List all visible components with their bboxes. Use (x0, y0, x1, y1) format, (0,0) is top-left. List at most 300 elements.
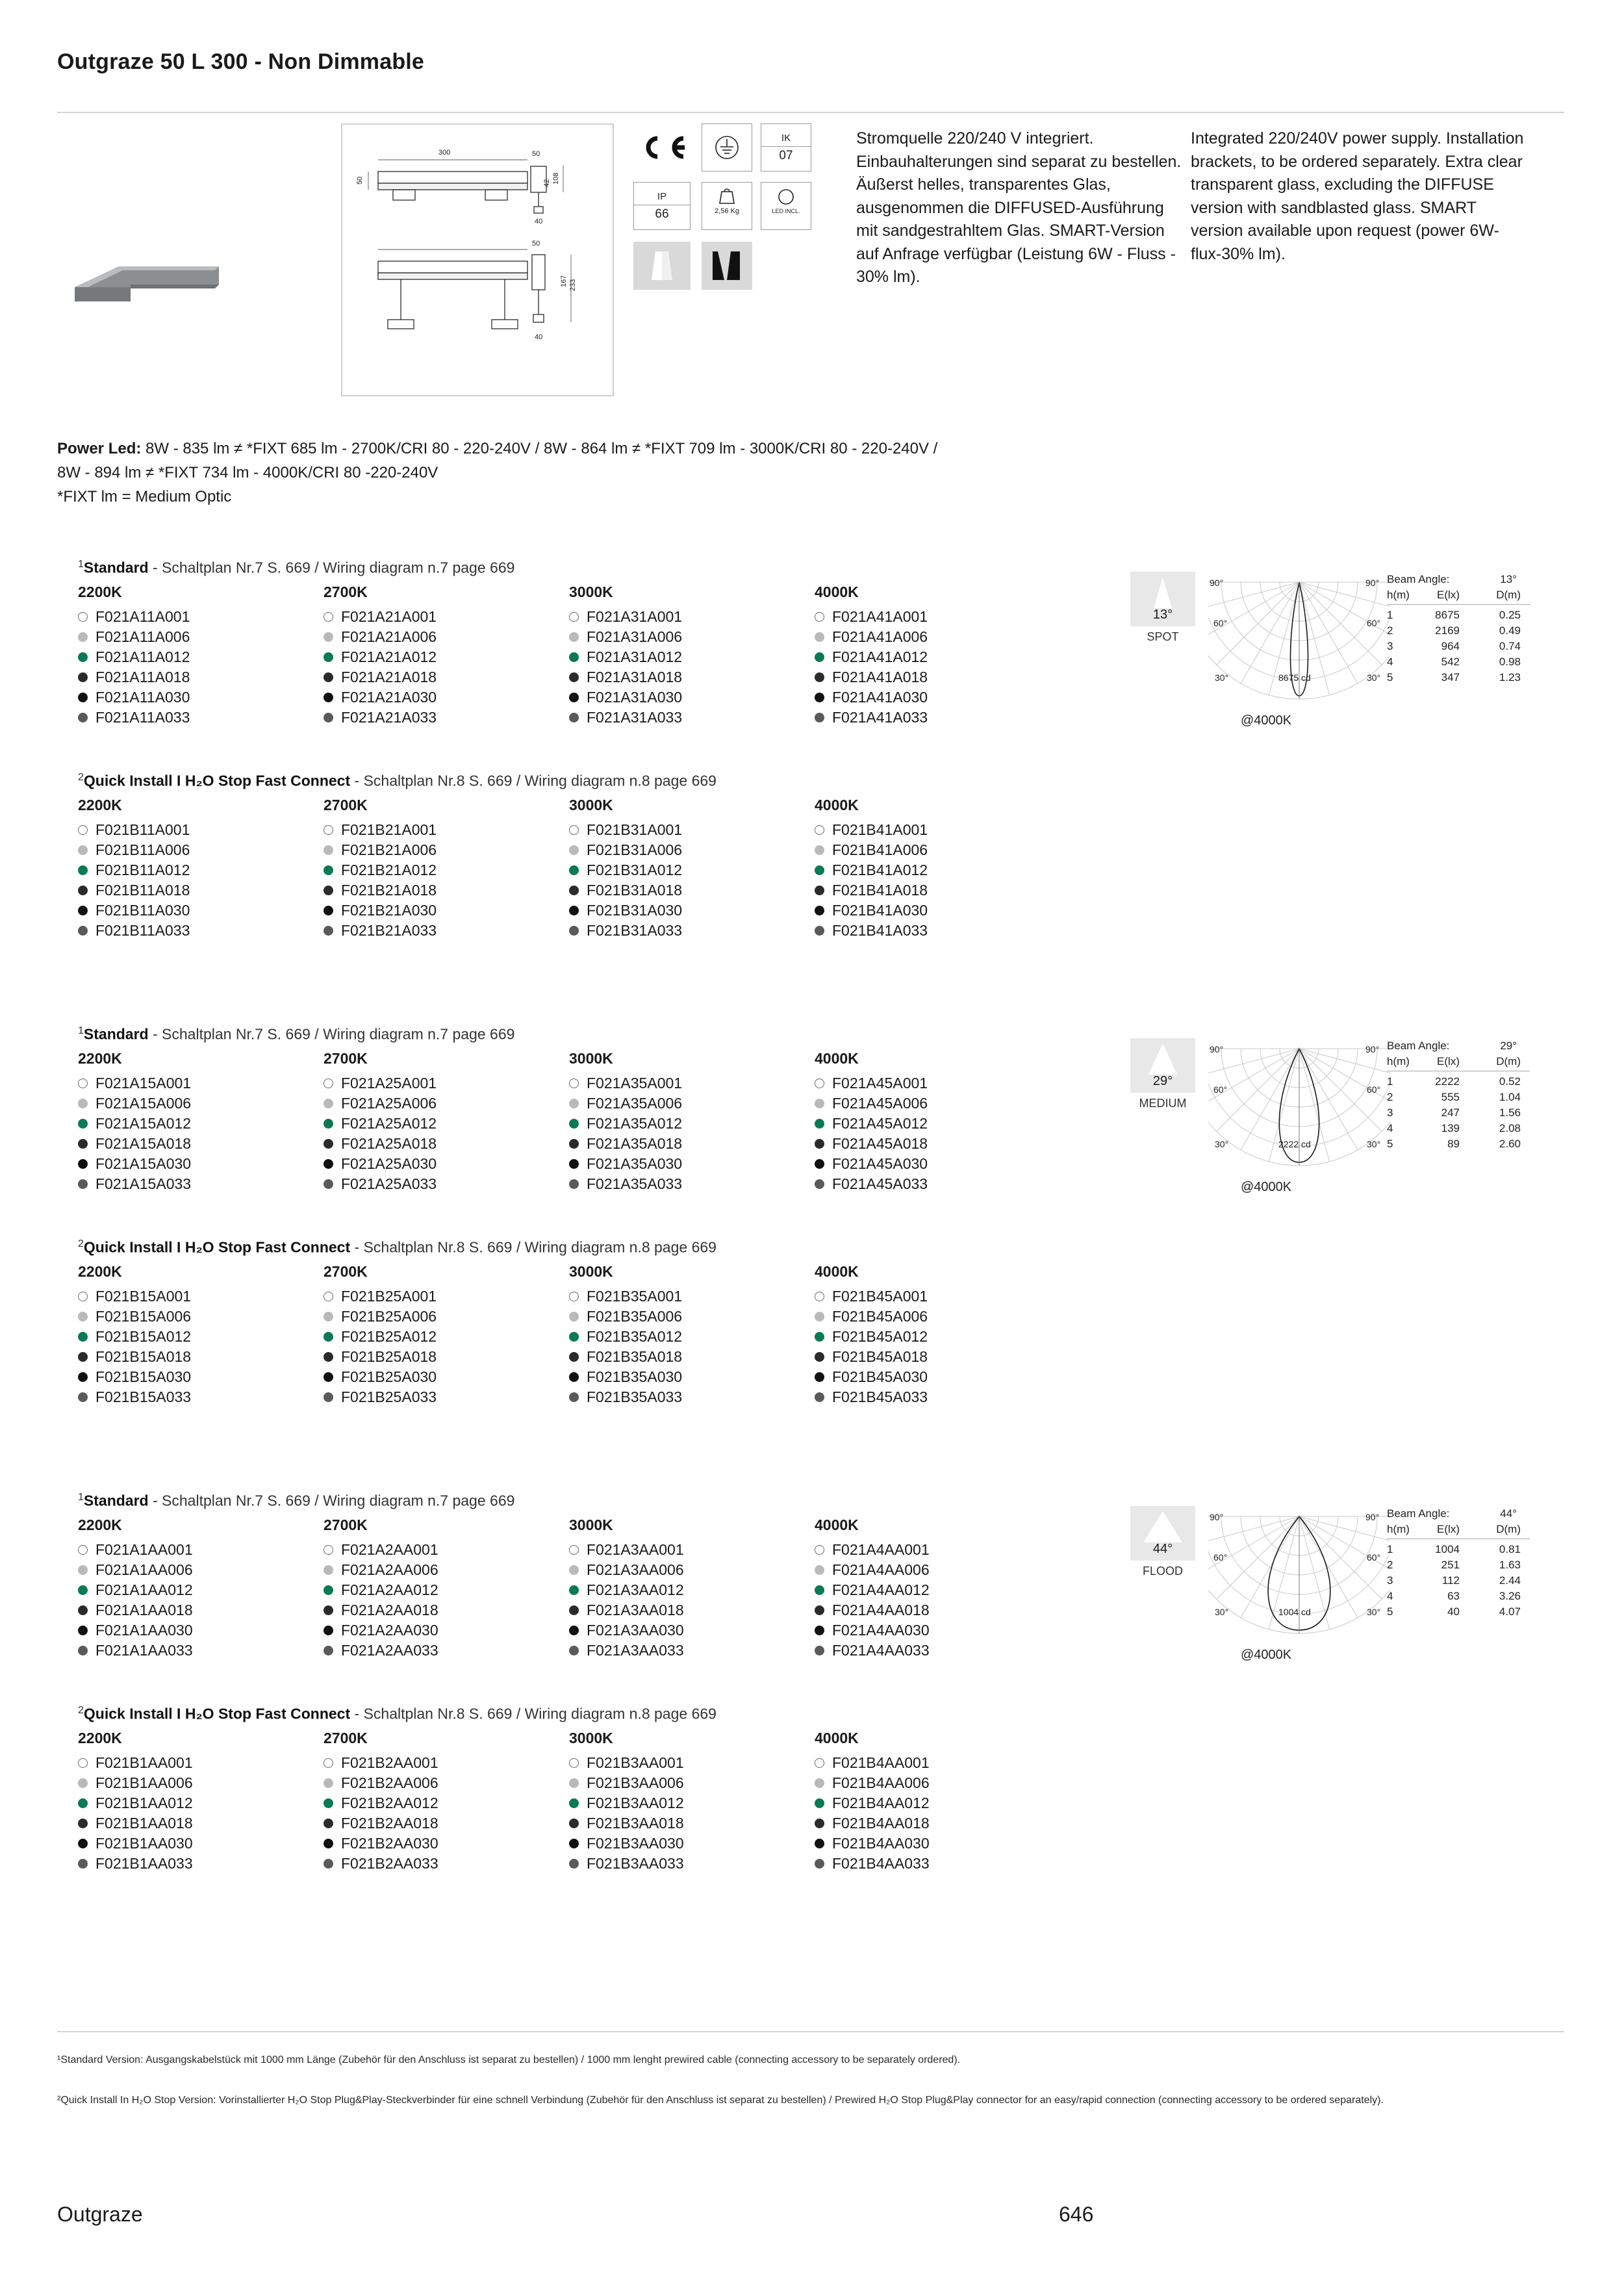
code-row[interactable] (78, 1286, 331, 1307)
code-row[interactable] (815, 687, 1068, 708)
product-code: F021A31A001 (587, 607, 683, 625)
code-row[interactable] (324, 1540, 577, 1560)
code-row[interactable] (78, 1093, 331, 1114)
column-header: 2700K (324, 1729, 368, 1746)
code-row[interactable] (324, 667, 577, 687)
product-code: F021B3AA030 (587, 1834, 684, 1852)
finish-swatch-icon (78, 1159, 88, 1169)
footnote-2: ²Quick Install In H₂O Stop Version: Vorinstallierter H₂O Stop Plug&Play-Steckverbinder für eine schnell Verbindung (Zubehör für den Anschluss ist separat zu bestellen) / Prewired H₂O Stop Plug&Play connector for an easy/rapid connection (connecting accessory to be ordered separately). (57, 2095, 1384, 2106)
code-row[interactable] (78, 880, 331, 901)
code-row[interactable] (324, 1073, 577, 1093)
product-code: F021A15A012 (95, 1114, 192, 1132)
code-row[interactable] (569, 1773, 822, 1793)
code-row[interactable] (78, 1307, 331, 1327)
code-row[interactable] (815, 1093, 1068, 1114)
product-code: F021A4AA018 (832, 1601, 930, 1618)
finish-swatch-icon (78, 1139, 88, 1149)
code-column (78, 1263, 331, 1407)
code-row[interactable] (324, 1560, 577, 1580)
code-row[interactable] (569, 1286, 822, 1307)
finish-swatch-icon (78, 926, 88, 936)
code-row[interactable] (324, 1813, 577, 1833)
product-code: F021B1AA006 (95, 1774, 193, 1791)
code-row[interactable] (569, 1174, 822, 1194)
beam-type-label: FLOOD (1142, 1565, 1183, 1578)
column-header: 2700K (324, 1262, 368, 1280)
code-row[interactable] (569, 1560, 822, 1580)
code-row[interactable] (569, 1114, 822, 1134)
code-columns (78, 1730, 1065, 1880)
code-row[interactable] (324, 1154, 577, 1174)
svg-text:60°: 60° (1367, 1084, 1381, 1095)
product-code: F021A3AA018 (587, 1601, 684, 1618)
code-row[interactable] (569, 1093, 822, 1114)
product-code: F021B35A030 (587, 1368, 683, 1385)
svg-text:30°: 30° (1367, 1607, 1381, 1617)
product-code: F021A15A030 (95, 1155, 192, 1172)
code-row[interactable] (569, 1387, 822, 1407)
svg-text:1004 cd: 1004 cd (1278, 1607, 1311, 1617)
photometry-row: 2 555 1.04 (1387, 1091, 1521, 1103)
code-row[interactable] (78, 647, 331, 667)
finish-swatch-icon (324, 1565, 333, 1575)
code-row[interactable] (78, 1620, 331, 1641)
code-row[interactable] (815, 647, 1068, 667)
code-row[interactable] (569, 1540, 822, 1560)
code-row[interactable] (78, 921, 331, 941)
code-row[interactable] (815, 1641, 1068, 1661)
finish-swatch-icon (815, 632, 824, 642)
finish-swatch-icon (569, 652, 579, 662)
finish-swatch-icon (815, 1292, 824, 1301)
code-row[interactable] (324, 687, 577, 708)
finish-swatch-icon (324, 1292, 333, 1301)
code-column (569, 1050, 822, 1194)
finish-swatch-icon (569, 1798, 579, 1808)
code-row[interactable] (324, 1773, 577, 1793)
finish-swatch-icon (569, 865, 579, 875)
product-code: F021B11A033 (95, 921, 190, 939)
column-header: 3000K (569, 1516, 613, 1533)
product-code: F021A3AA006 (587, 1561, 684, 1578)
finish-swatch-icon (569, 672, 579, 682)
finish-swatch-icon (324, 1079, 333, 1088)
code-row[interactable] (324, 627, 577, 647)
code-row[interactable] (569, 860, 822, 880)
code-row[interactable] (569, 820, 822, 840)
finish-swatch-icon (815, 1778, 824, 1788)
product-code: F021A1AA001 (95, 1540, 193, 1558)
code-row[interactable] (815, 921, 1068, 941)
code-row[interactable] (815, 1347, 1068, 1367)
svg-text:30°: 30° (1215, 672, 1229, 683)
code-row[interactable] (78, 1560, 331, 1580)
code-row[interactable] (569, 840, 822, 860)
code-row[interactable] (569, 667, 822, 687)
photometry-row: 3 964 0.74 (1387, 640, 1521, 652)
photometry-block (1130, 572, 1572, 741)
svg-text:50: 50 (356, 176, 364, 185)
code-row[interactable] (569, 708, 822, 728)
column-header: 4000K (815, 796, 859, 813)
code-row[interactable] (815, 840, 1068, 860)
code-row[interactable] (569, 1327, 822, 1347)
column-header: 3000K (569, 583, 613, 600)
code-row[interactable] (815, 607, 1068, 627)
code-row[interactable] (815, 1367, 1068, 1387)
code-row[interactable] (815, 1387, 1068, 1407)
finish-swatch-icon (78, 1545, 88, 1555)
product-code: F021A1AA033 (95, 1641, 193, 1659)
code-row[interactable] (78, 860, 331, 880)
code-row[interactable] (815, 1073, 1068, 1093)
ik-label: IK (781, 132, 791, 144)
code-row[interactable] (324, 1600, 577, 1620)
finish-swatch-icon (324, 1332, 333, 1342)
code-row[interactable] (815, 1540, 1068, 1560)
code-row[interactable] (324, 921, 577, 941)
code-column (815, 1050, 1068, 1194)
product-code: F021A35A033 (587, 1175, 683, 1192)
photometry-row: 1 1004 0.81 (1387, 1543, 1521, 1555)
code-row[interactable] (78, 1114, 331, 1134)
code-row[interactable] (569, 1833, 822, 1854)
code-row[interactable] (324, 1620, 577, 1641)
code-row[interactable] (324, 820, 577, 840)
code-row[interactable] (569, 1154, 822, 1174)
code-row[interactable] (815, 1620, 1068, 1641)
code-row[interactable] (569, 1600, 822, 1620)
code-row[interactable] (815, 1560, 1068, 1580)
product-code: F021B15A018 (95, 1348, 192, 1365)
product-code: F021A45A030 (832, 1155, 928, 1172)
product-code: F021A21A030 (341, 688, 437, 706)
code-row[interactable] (78, 840, 331, 860)
product-code: F021A25A006 (341, 1094, 437, 1112)
product-code: F021B45A006 (832, 1307, 928, 1325)
photometry-row: 5 89 2.60 (1387, 1138, 1521, 1150)
code-row[interactable] (815, 1307, 1068, 1327)
product-code: F021A15A001 (95, 1074, 192, 1092)
code-row[interactable] (324, 1387, 577, 1407)
finish-swatch-icon (324, 1372, 333, 1382)
code-row[interactable] (324, 880, 577, 901)
code-row[interactable] (815, 1600, 1068, 1620)
photometry-header-row: h(m) E(lx) D(m) (1387, 1055, 1521, 1067)
finish-swatch-icon (324, 713, 333, 722)
finish-swatch-icon (569, 1585, 579, 1595)
code-row[interactable] (815, 1327, 1068, 1347)
product-code: F021B4AA006 (832, 1774, 930, 1791)
code-row[interactable] (78, 1174, 331, 1194)
ik-rating-icon (761, 123, 811, 172)
product-code: F021B31A030 (587, 901, 683, 919)
beam-angle-row: Beam Angle: 44° (1387, 1507, 1517, 1520)
svg-text:40: 40 (535, 218, 543, 225)
code-row[interactable] (324, 901, 577, 921)
code-row[interactable] (815, 1793, 1068, 1813)
code-row[interactable] (324, 708, 577, 728)
product-code: F021B4AA033 (832, 1854, 930, 1872)
code-row[interactable] (569, 627, 822, 647)
finish-swatch-icon (78, 906, 88, 915)
code-row[interactable] (569, 647, 822, 667)
finish-swatch-icon (324, 693, 333, 702)
product-code: F021B25A012 (341, 1327, 437, 1345)
code-row[interactable] (324, 1347, 577, 1367)
product-code: F021A11A012 (95, 648, 190, 665)
code-row[interactable] (815, 1580, 1068, 1600)
code-row[interactable] (569, 1347, 822, 1367)
svg-text:50: 50 (532, 150, 540, 158)
code-row[interactable] (78, 1793, 331, 1813)
code-row[interactable] (78, 1580, 331, 1600)
code-row[interactable] (815, 1134, 1068, 1154)
beam-angle-badge: 44° (1130, 1506, 1195, 1561)
code-row[interactable] (815, 860, 1068, 880)
product-code: F021A41A033 (832, 708, 928, 726)
code-row[interactable] (815, 880, 1068, 901)
product-code: F021B3AA018 (587, 1814, 684, 1832)
product-code: F021B21A012 (341, 861, 437, 878)
product-code: F021B31A012 (587, 861, 683, 878)
code-row[interactable] (324, 1753, 577, 1773)
code-row[interactable] (324, 1093, 577, 1114)
code-row[interactable] (78, 1813, 331, 1833)
finish-swatch-icon (78, 845, 88, 855)
code-row[interactable] (78, 901, 331, 921)
code-row[interactable] (569, 1813, 822, 1833)
finish-swatch-icon (815, 713, 824, 722)
finish-swatch-icon (569, 1626, 579, 1635)
product-code: F021B21A001 (341, 821, 437, 838)
code-row[interactable] (569, 687, 822, 708)
photometry-row: 4 139 2.08 (1387, 1122, 1521, 1134)
finish-swatch-icon (569, 612, 579, 622)
product-code: F021B21A033 (341, 921, 437, 939)
finish-swatch-icon (815, 865, 824, 875)
finish-swatch-icon (569, 1605, 579, 1615)
finish-swatch-icon (324, 632, 333, 642)
code-row[interactable] (815, 1833, 1068, 1854)
code-row[interactable] (324, 607, 577, 627)
code-row[interactable] (324, 647, 577, 667)
code-columns (78, 583, 1065, 734)
photometry-table (1387, 1506, 1530, 1620)
svg-text:30°: 30° (1215, 1139, 1229, 1149)
code-row[interactable] (78, 1540, 331, 1560)
code-row[interactable] (78, 1600, 331, 1620)
code-row[interactable] (569, 1307, 822, 1327)
code-row[interactable] (324, 1134, 577, 1154)
code-row[interactable] (324, 1793, 577, 1813)
code-column (569, 1730, 822, 1874)
power-led-label: Power Led: (57, 440, 142, 457)
code-row[interactable] (78, 1773, 331, 1793)
code-column (78, 1730, 331, 1874)
code-row[interactable] (78, 607, 331, 627)
code-row[interactable] (569, 1793, 822, 1813)
code-column (815, 797, 1068, 941)
code-row[interactable] (78, 708, 331, 728)
header-divider (57, 112, 1564, 113)
description-german: Stromquelle 220/240 V integriert. Einbauhalterungen sind separat zu bestellen. Äußerst helles, transparentes Glas, ausgenommen die DIFFUSED-Ausführung mit sandgestrahltem Glas. SMART-Version auf Anfrage verfügbar (Leistung 6W - Fluss - 30% lm). (856, 129, 1182, 286)
code-row[interactable] (324, 840, 577, 860)
code-row[interactable] (324, 1327, 577, 1347)
column-header: 2200K (78, 1049, 122, 1067)
photometry-block (1130, 1506, 1572, 1675)
code-group-heading: $^1$Standard - Schaltplan Nr.7 S. 669 / Wiring diagram n.7 page 669 (78, 1492, 515, 1509)
code-row[interactable] (569, 921, 822, 941)
code-row[interactable] (569, 1134, 822, 1154)
code-row[interactable] (815, 1174, 1068, 1194)
code-row[interactable] (569, 1620, 822, 1641)
code-row[interactable] (78, 1854, 331, 1874)
code-row[interactable] (324, 1307, 577, 1327)
code-row[interactable] (815, 708, 1068, 728)
code-row[interactable] (815, 1813, 1068, 1833)
product-code: F021A1AA018 (95, 1601, 193, 1618)
finish-swatch-icon (324, 845, 333, 855)
code-row[interactable] (78, 1367, 331, 1387)
product-code: F021B41A030 (832, 901, 928, 919)
finish-swatch-icon (78, 1798, 88, 1808)
product-code: F021B45A018 (832, 1348, 928, 1365)
code-row[interactable] (324, 1367, 577, 1387)
finish-swatch-icon (569, 1292, 579, 1301)
code-row[interactable] (78, 687, 331, 708)
finish-swatch-icon (815, 1159, 824, 1169)
code-row[interactable] (569, 1854, 822, 1874)
code-row[interactable] (78, 1154, 331, 1174)
code-row[interactable] (569, 607, 822, 627)
product-code: F021A21A012 (341, 648, 437, 665)
finish-swatch-icon (569, 1119, 579, 1129)
product-code: F021B31A001 (587, 821, 683, 838)
code-row[interactable] (569, 1753, 822, 1773)
code-row[interactable] (815, 1854, 1068, 1874)
code-row[interactable] (324, 1286, 577, 1307)
code-row[interactable] (78, 1753, 331, 1773)
code-row[interactable] (815, 667, 1068, 687)
code-row[interactable] (569, 1641, 822, 1661)
finish-swatch-icon (815, 1332, 824, 1342)
finish-swatch-icon (324, 1839, 333, 1848)
code-row[interactable] (324, 1114, 577, 1134)
finish-swatch-icon (324, 1585, 333, 1595)
power-led-line1: 8W - 835 lm ≠ *FIXT 685 lm - 2700K/CRI 80 - 220-240V / 8W - 864 lm ≠ *FIXT 709 lm - 3000K/CRI 80 - 220-240V / (146, 440, 938, 457)
code-row[interactable] (78, 1073, 331, 1093)
code-row[interactable] (78, 667, 331, 687)
code-row[interactable] (324, 1854, 577, 1874)
code-row[interactable] (78, 1134, 331, 1154)
power-led-line3: *FIXT lm = Medium Optic (57, 488, 232, 506)
code-group (78, 772, 1065, 947)
code-row[interactable] (324, 1174, 577, 1194)
code-row[interactable] (815, 627, 1068, 647)
finish-swatch-icon (78, 652, 88, 662)
product-code: F021B1AA001 (95, 1754, 193, 1771)
product-code: F021A21A018 (341, 668, 437, 685)
code-row[interactable] (324, 1641, 577, 1661)
finish-swatch-icon (569, 1839, 579, 1848)
finish-swatch-icon (78, 1605, 88, 1615)
code-row[interactable] (78, 1327, 331, 1347)
product-code: F021A31A012 (587, 648, 683, 665)
code-row[interactable] (324, 860, 577, 880)
finish-swatch-icon (78, 1626, 88, 1635)
code-row[interactable] (78, 820, 331, 840)
finish-swatch-icon (78, 1099, 88, 1108)
code-row[interactable] (569, 1073, 822, 1093)
code-row[interactable] (78, 627, 331, 647)
svg-text:90°: 90° (1365, 1512, 1380, 1522)
svg-text:60°: 60° (1213, 1084, 1228, 1095)
product-code: F021B11A001 (95, 821, 190, 838)
power-led-block (57, 437, 1421, 509)
photometry-row: 1 2222 0.52 (1387, 1075, 1521, 1088)
code-row[interactable] (78, 1833, 331, 1854)
product-code: F021A45A006 (832, 1094, 928, 1112)
code-row[interactable] (569, 1580, 822, 1600)
code-row[interactable] (815, 820, 1068, 840)
code-column (815, 583, 1068, 728)
product-code: F021B2AA018 (341, 1814, 438, 1832)
polar-diagram (1208, 1029, 1390, 1182)
product-code: F021A4AA033 (832, 1641, 930, 1659)
code-row[interactable] (569, 1367, 822, 1387)
finish-swatch-icon (569, 1545, 579, 1555)
code-row[interactable] (815, 901, 1068, 921)
photometry-row: 3 247 1.56 (1387, 1106, 1521, 1119)
code-row[interactable] (815, 1753, 1068, 1773)
finish-swatch-icon (815, 1626, 824, 1635)
code-row[interactable] (324, 1580, 577, 1600)
finish-swatch-icon (815, 1839, 824, 1848)
code-row[interactable] (78, 1641, 331, 1661)
product-code: F021B11A012 (95, 861, 190, 878)
finish-swatch-icon (815, 1139, 824, 1149)
polar-diagram (1208, 1497, 1390, 1650)
code-row[interactable] (324, 1833, 577, 1854)
product-code: F021A45A012 (832, 1114, 928, 1132)
code-row[interactable] (78, 1387, 331, 1407)
product-code: F021B31A018 (587, 881, 683, 899)
finish-swatch-icon (815, 1585, 824, 1595)
finish-swatch-icon (815, 1819, 824, 1828)
svg-text:8675 cd: 8675 cd (1278, 672, 1311, 683)
code-row[interactable] (569, 880, 822, 901)
code-row[interactable] (815, 1286, 1068, 1307)
code-row[interactable] (815, 1114, 1068, 1134)
photometry-block (1130, 1038, 1572, 1207)
code-row[interactable] (569, 901, 822, 921)
led-incl-label: LED INCL. (772, 208, 800, 214)
product-code: F021B21A018 (341, 881, 437, 899)
finish-swatch-icon (569, 1179, 579, 1189)
code-row[interactable] (78, 1347, 331, 1367)
column-header: 4000K (815, 1262, 859, 1280)
code-row[interactable] (815, 1773, 1068, 1793)
code-columns (78, 1050, 1065, 1201)
earth-class-icon (702, 123, 752, 172)
finish-swatch-icon (815, 612, 824, 622)
product-code: F021A25A001 (341, 1074, 437, 1092)
finish-swatch-icon (324, 1352, 333, 1362)
finish-swatch-icon (324, 1179, 333, 1189)
code-row[interactable] (815, 1154, 1068, 1174)
product-code: F021B35A018 (587, 1348, 683, 1365)
